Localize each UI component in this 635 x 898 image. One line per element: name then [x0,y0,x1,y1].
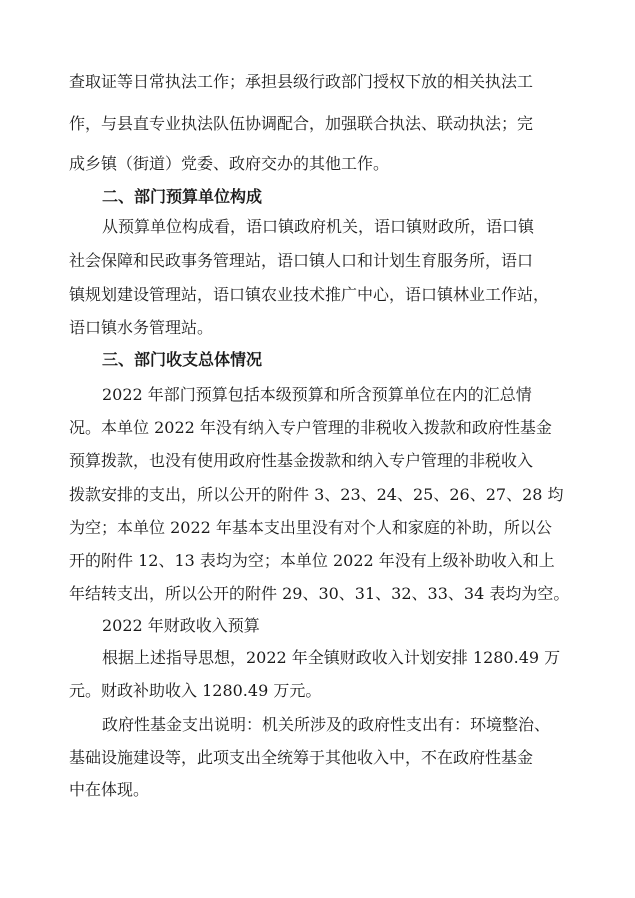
revenue-line-2: 元。财政补助收入 1280.49 万元。 [69,681,322,700]
section2-line-4: 语口镇水务管理站。 [69,318,214,337]
fund-line-1: 政府性基金支出说明：机关所涉及的政府性支出有：环境整治、 [102,715,551,734]
section-heading-income-expenditure: 三、部门收支总体情况 [102,350,263,369]
section3-line-6: 开的附件 12、13 表均为空；本单位 2022 年没有上级补助收入和上 [69,551,555,570]
section2-line-2: 社会保障和民政事务管理站，语口镇人口和计划生育服务所，语口 [69,251,534,270]
fund-line-2: 基础设施建设等，此项支出全统筹于其他收入中，不在政府性基金 [69,748,534,767]
section3-line-2: 况。本单位 2022 年没有纳入专户管理的非税收入拨款和政府性基金 [69,418,552,437]
revenue-line-1: 根据上述指导思想，2022 年全镇财政收入计划安排 1280.49 万 [102,648,561,667]
section2-line-3: 镇规划建设管理站，语口镇农业技术推广中心，语口镇林业工作站， [69,285,550,304]
intro-line-2: 作，与县直专业执法队伍协调配合，加强联合执法、联动执法；完 [69,114,534,133]
section3-line-5: 为空；本单位 2022 年基本支出里没有对个人和家庭的补助，所以公 [69,518,552,537]
section2-line-1: 从预算单位构成看，语口镇政府机关，语口镇财政所，语口镇 [102,217,535,236]
fund-line-3: 中在体现。 [69,780,150,799]
section-heading-unit-composition: 二、部门预算单位构成 [102,187,263,206]
section3-line-3: 预算拨款，也没有使用政府性基金拨款和纳入专户管理的非税收入 [69,451,534,470]
intro-line-3: 成乡镇（街道）党委、政府交办的其他工作。 [69,154,390,173]
intro-line-1: 查取证等日常执法工作；承担县级行政部门授权下放的相关执法工 [69,72,534,91]
section3-line-1: 2022 年部门预算包括本级预算和所含预算单位在内的汇总情 [102,385,532,404]
section3-line-4: 拨款安排的支出，所以公开的附件 3、23、24、25、26、27、28 均 [69,485,564,504]
revenue-heading: 2022 年财政收入预算 [102,616,260,635]
section3-line-7: 年结转支出，所以公开的附件 29、30、31、32、33、34 表均为空。 [69,584,570,603]
